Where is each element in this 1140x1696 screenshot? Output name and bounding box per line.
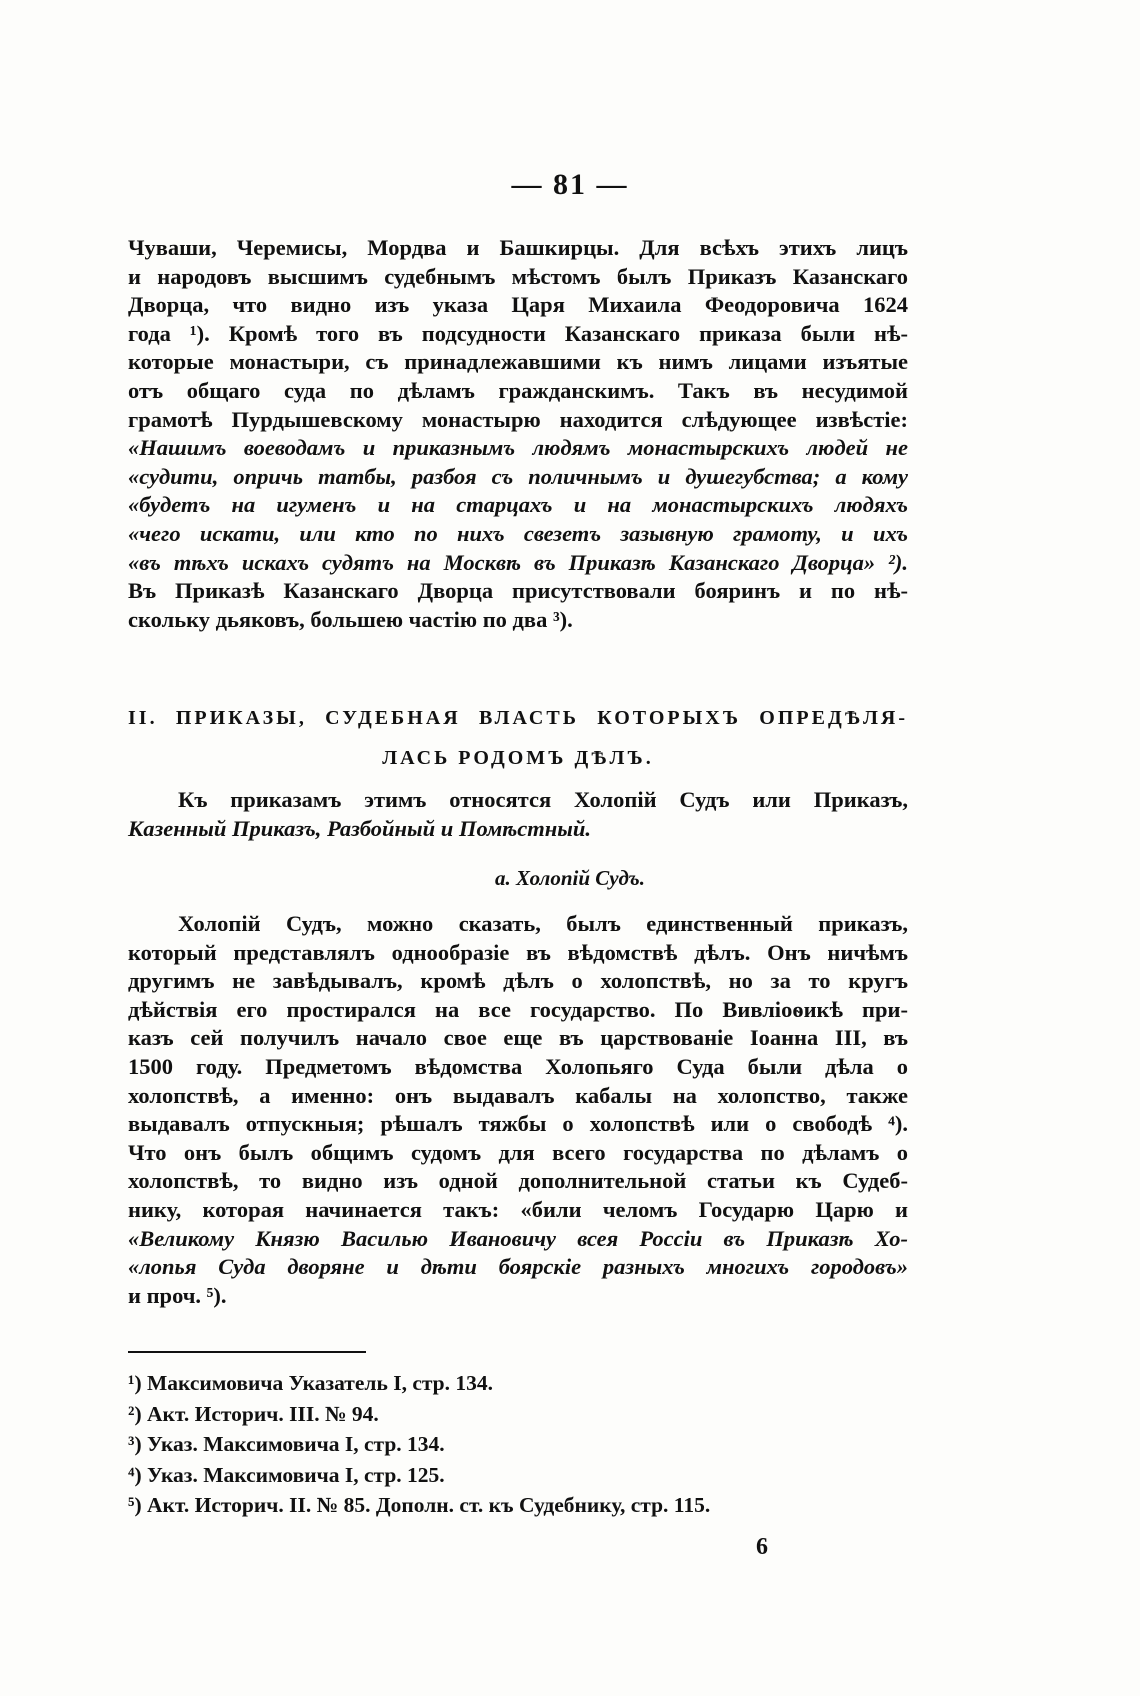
text-line: и народовъ высшимъ судебнымъ мѣстомъ былъ Приказъ Казанскаго: [128, 263, 908, 289]
text-line: холопствѣ, а именно: онъ выдавалъ кабалы на холопство, также: [128, 1082, 908, 1108]
text-line: Чуваши, Черемисы, Мордва и Башкирцы. Для всѣхъ этихъ лицъ: [128, 235, 908, 260]
text-line: отъ общаго суда по дѣламъ гражданскимъ. Такъ въ несудимой: [128, 377, 908, 403]
text-line: которые монастыри, съ принадлежавшими къ нимъ лицами изъятые: [128, 349, 908, 375]
text-line: Холопій Судъ, можно сказать, былъ единственный приказъ,: [178, 911, 908, 936]
text-line: года ¹). Кромѣ того въ подсудности Казанскаго приказа были нѣ-: [128, 320, 908, 346]
footnote: ¹) Максимовича Указатель I, стр. 134.: [128, 1371, 494, 1395]
quote-line: «Великому Князю Василью Ивановичу всея Россіи въ Приказѣ Хо-: [128, 1225, 908, 1251]
text-line: Что онъ былъ общимъ судомъ для всего государства по дѣламъ о: [128, 1139, 908, 1165]
footnote: ²) Акт. Историч. III. № 94.: [128, 1401, 379, 1426]
signature-mark: 6: [756, 1534, 768, 1560]
footnote-divider: [128, 1351, 366, 1353]
heading-line: ЛАСЬ РОДОМЪ ДѢЛЪ.: [382, 747, 654, 769]
page-number: — 81 —: [511, 168, 629, 201]
text-line: Къ приказамъ этимъ относятся Холопій Судъ или Приказъ,: [178, 787, 908, 812]
text-line: холопствѣ, то видно изъ одной дополнительной статьи къ Судеб-: [128, 1168, 908, 1194]
text-line: Въ Приказѣ Казанскаго Дворца присутствовали бояринъ и по нѣ-: [128, 578, 908, 604]
text-line: нику, которая начинается такъ: «били челомъ Государю Царю и: [128, 1196, 908, 1222]
text-line: 1500 году. Предметомъ вѣдомства Холопьяго Суда были дѣла о: [128, 1053, 908, 1079]
quote-line: «въ тѣхъ искахъ судятъ на Москвѣ въ Приказѣ Казанскаго Дворца» ²).: [128, 549, 908, 575]
subheading: а. Холопій Судъ.: [494, 866, 645, 890]
paragraph-kazan-prikaz: [128, 234, 908, 634]
text-line: другимъ не завѣдывалъ, кромѣ дѣлъ о холопствѣ, но за то кругъ: [128, 968, 908, 994]
footnote: ³) Указ. Максимовича I, стр. 134.: [128, 1432, 445, 1456]
section-heading: [128, 698, 908, 778]
paragraph-prikaz-list: [128, 786, 908, 843]
footnote: ⁵) Акт. Историч. II. № 85. Дополн. ст. къ Судебнику, стр. 115.: [128, 1493, 711, 1517]
text-line: выдавалъ отпускныя; рѣшалъ тяжбы о холопствѣ или о свободѣ ⁴).: [128, 1111, 908, 1137]
text-line: который представлялъ однообразіе въ вѣдомствѣ дѣлъ. Онъ ничѣмъ: [128, 939, 908, 965]
text-line: и проч. ⁵).: [128, 1282, 227, 1308]
quote-line: «судити, опричь татбы, разбоя съ поличнымъ и душегубства; а кому: [128, 463, 908, 489]
footnotes: [128, 1368, 908, 1521]
quote-line: «будетъ на игуменъ и на старцахъ и на монастырскихъ людяхъ: [128, 492, 908, 518]
quote-line: «Нашимъ воеводамъ и приказнымъ людямъ монастырскихъ людей не: [128, 435, 908, 461]
text-line: Казенный Приказъ, Разбойный и Помѣстный.: [128, 815, 591, 841]
paragraph-kholopiy-sud: [128, 910, 908, 1310]
text-line: дѣйствія его простирался на все государство. По Вивліоѳикѣ при-: [128, 996, 908, 1022]
footnote: ⁴) Указ. Максимовича I, стр. 125.: [128, 1462, 445, 1487]
heading-line: II. ПРИКАЗЫ, СУДЕБНАЯ ВЛАСТЬ КОТОРЫХЪ ОПРЕДѢЛЯ-: [128, 707, 908, 729]
quote-line: «чего искати, или кто по нихъ свезетъ зазывную грамоту, и ихъ: [128, 520, 908, 546]
text-line: скольку дьяковъ, большею частію по два ³).: [128, 606, 573, 632]
text-line: Дворца, что видно изъ указа Царя Михаила Феодоровича 1624: [128, 292, 908, 318]
text-line: казъ сей получилъ начало свое еще въ царствованіе Іоанна III, въ: [128, 1025, 908, 1051]
text-line: грамотѣ Пурдышевскому монастырю находится слѣдующее извѣстіе:: [128, 406, 908, 432]
quote-line: «лопья Суда дворяне и дѣти боярскіе разныхъ многихъ городовъ»: [128, 1254, 908, 1280]
